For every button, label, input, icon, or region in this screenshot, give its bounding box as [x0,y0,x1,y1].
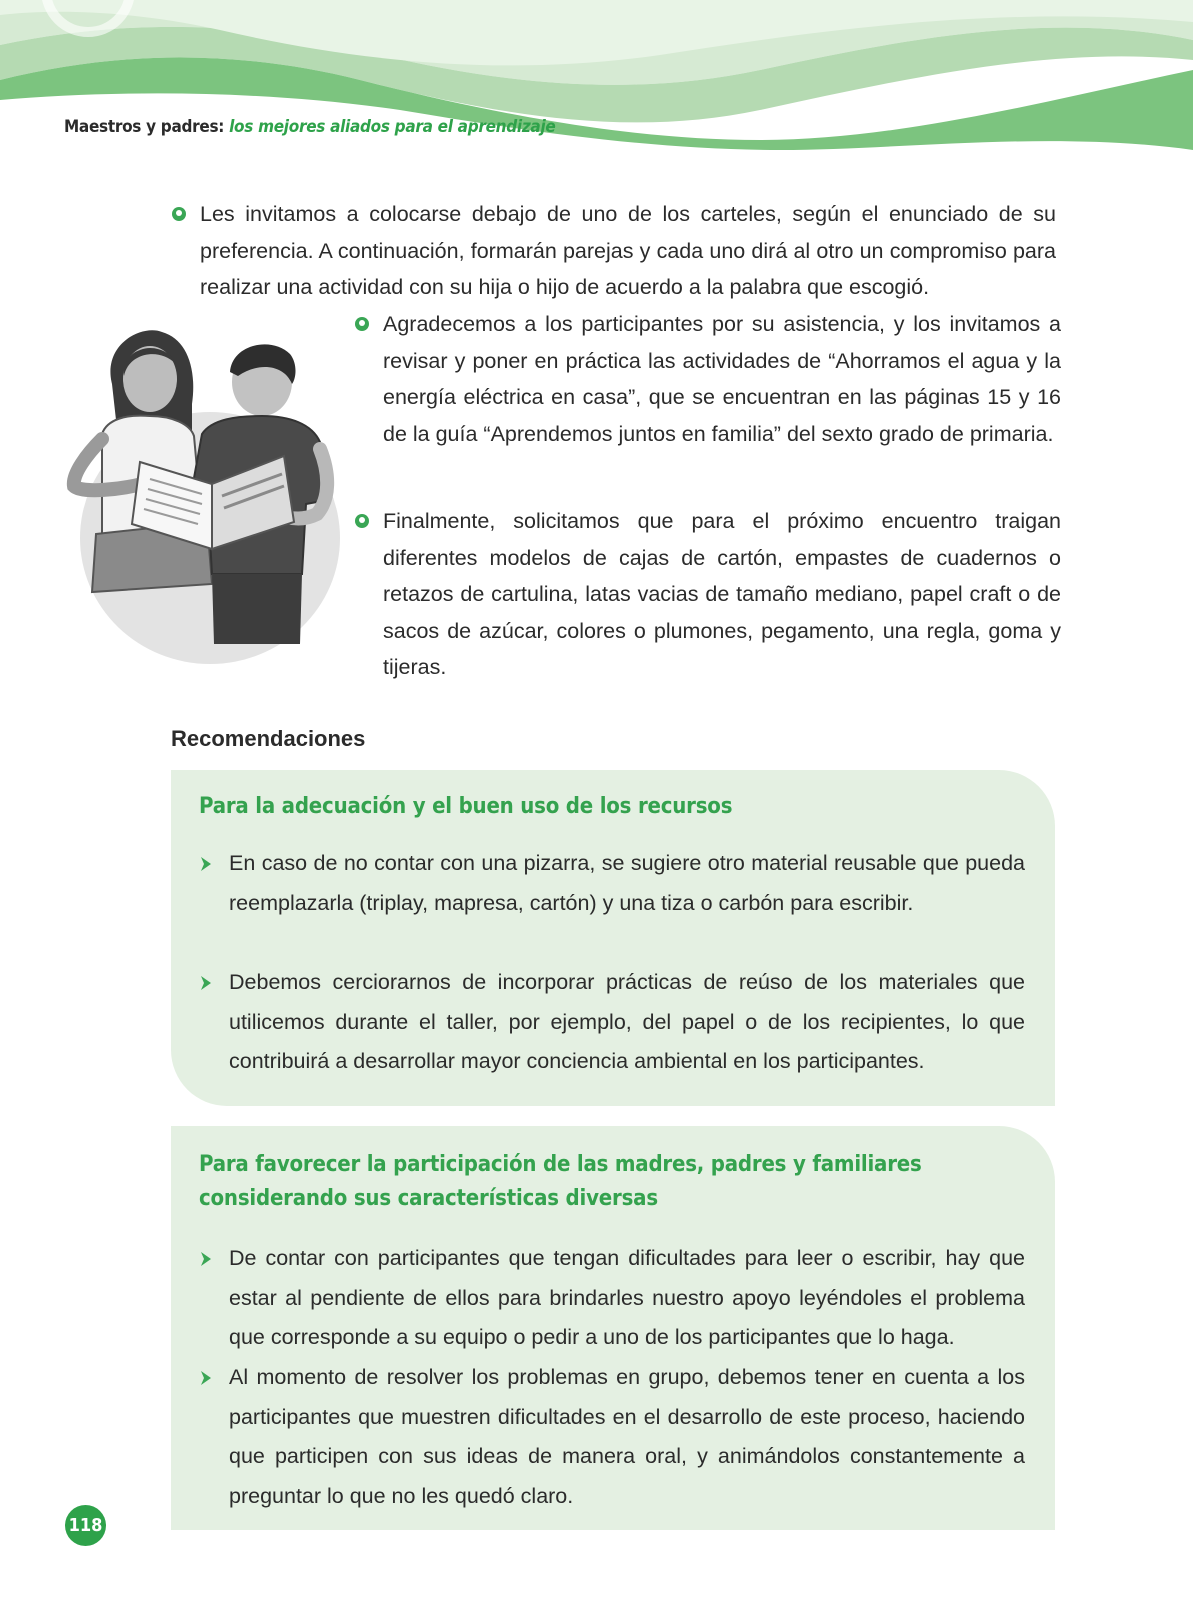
green-dot-bullet-icon [172,207,186,221]
bullet-item [355,306,1065,452]
list-item-text: De contar con participantes que tengan dificultades para leer o escribir, hay que estar al pendiente de ellos para brindarles nuestro apoyo leyéndoles el problema que corresponde a su equipo o pedir a uno de los participantes que lo haga. [229,1246,1025,1349]
page-number-badge: 118 [65,1505,106,1546]
list-item-text: Debemos cerciorarnos de incorporar prácticas de reúso de los materiales que utilicemos durante el taller, por ejemplo, del papel o de los recipientes, lo que contribuirá a desarrollar mayor conciencia ambiental en los participantes. [229,970,1025,1073]
recommendation-box-resources [171,770,1055,1106]
running-header [64,117,555,137]
section-heading-recomendaciones: Recomendaciones [171,726,366,751]
header-lead: Maestros y padres: [64,117,225,137]
recommendation-box-participation [171,1126,1055,1530]
bullet-text: Les invitamos a colocarse debajo de uno de los carteles, según el enunciado de su preferencia. A continuación, formarán parejas y cada uno dirá al otro un compromiso para realizar una actividad con su hija o hijo de acuerdo a la palabra que escogió. [200,202,1056,299]
list-item [199,1358,1025,1516]
bullet-text: Agradecemos a los participantes por su asistencia, y los invitamos a revisar y poner en práctica las actividades de “Ahorramos el agua y la energía eléctrica en casa”, que se encuentran en las páginas 15 y 16 de la guía “Aprendemos juntos en familia” del sexto grado de primaria. [383,312,1061,446]
bullet-item [355,503,1065,686]
list-item-text: En caso de no contar con una pizarra, se sugiere otro material reusable que pueda reemplazarla (triplay, mapresa, cartón) y una tiza o carbón para escribir. [229,851,1025,915]
chevron-right-icon [199,1370,213,1386]
bullet-text: Finalmente, solicitamos que para el próximo encuentro traigan diferentes modelos de cajas de cartón, empastes de cuadernos o retazos de cartulina, latas vacias de tamaño mediano, papel craft o de sacos de azúcar, colores o plumones, pegamento, una regla, goma y tijeras. [383,509,1061,679]
two-people-reading-magazine-illustration [62,324,342,664]
header-subtitle: los mejores aliados para el aprendizaje [229,117,556,137]
chevron-right-icon [199,856,213,872]
green-dot-bullet-icon [355,514,369,528]
green-dot-bullet-icon [355,317,369,331]
chevron-right-icon [199,1251,213,1267]
box-title: Para la adecuación y el buen uso de los recursos [199,794,733,819]
list-item [199,963,1025,1082]
list-item-text: Al momento de resolver los problemas en grupo, debemos tener en cuenta a los participantes que muestren dificultades en el desarrollo de este proceso, haciendo que participen con sus ideas de manera oral, y animándolos constantemente a preguntar lo que no les quedó claro. [229,1365,1025,1508]
bullet-item [172,196,1064,306]
list-item [199,1239,1025,1358]
box-title: Para favorecer la participación de las madres, padres y familiares considerando sus características diversas [199,1152,922,1211]
list-item [199,844,1025,923]
chevron-right-icon [199,975,213,991]
